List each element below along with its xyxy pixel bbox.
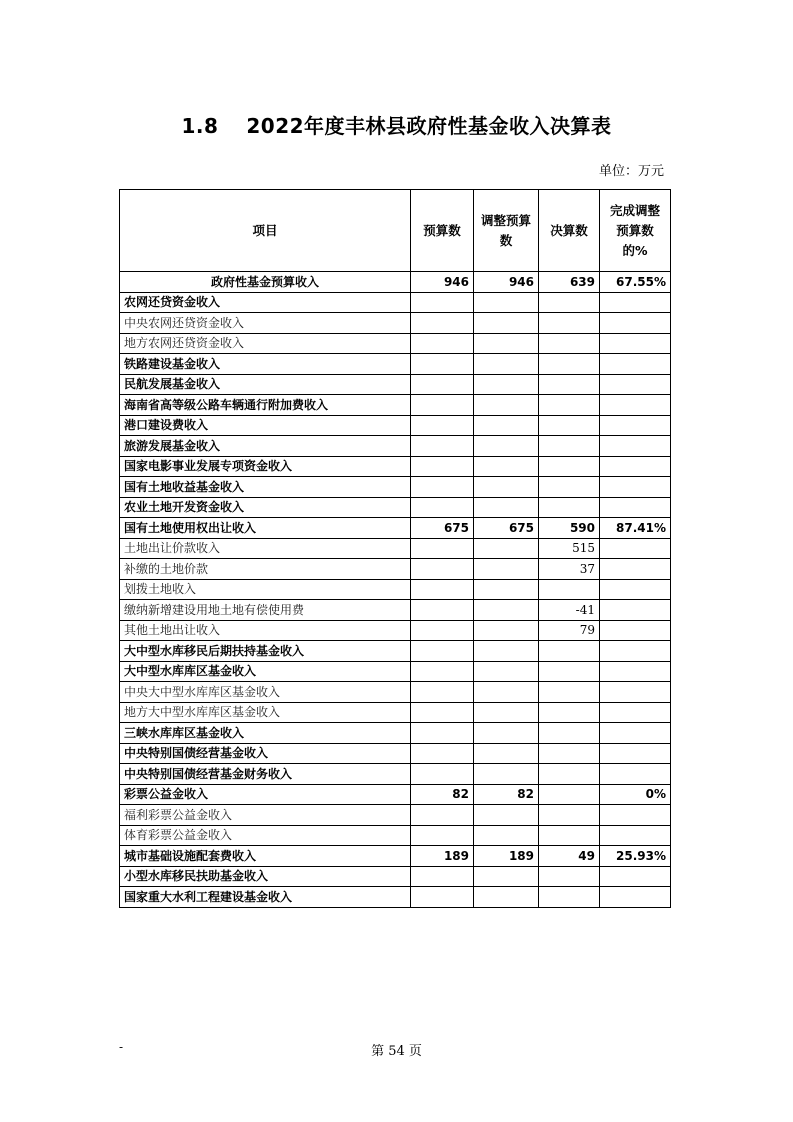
cell-final-account bbox=[539, 374, 600, 395]
table-row bbox=[120, 764, 671, 785]
row-item-name: 大中型水库库区基金收入 bbox=[120, 661, 411, 682]
cell-adjusted-budget bbox=[474, 702, 539, 723]
cell-final-account: 37 bbox=[539, 559, 600, 580]
row-item-name: 福利彩票公益金收入 bbox=[120, 805, 411, 826]
cell-budget bbox=[411, 354, 474, 375]
row-item-name: 城市基础设施配套费收入 bbox=[120, 846, 411, 867]
cell-completion-rate bbox=[600, 579, 671, 600]
cell-final-account bbox=[539, 682, 600, 703]
cell-adjusted-budget bbox=[474, 866, 539, 887]
cell-budget bbox=[411, 436, 474, 457]
cell-adjusted-budget bbox=[474, 805, 539, 826]
cell-final-account bbox=[539, 579, 600, 600]
cell-completion-rate bbox=[600, 497, 671, 518]
table-row bbox=[120, 477, 671, 498]
cell-budget bbox=[411, 866, 474, 887]
cell-budget bbox=[411, 333, 474, 354]
cell-budget bbox=[411, 313, 474, 334]
row-item-name: 体育彩票公益金收入 bbox=[120, 825, 411, 846]
cell-completion-rate bbox=[600, 620, 671, 641]
cell-completion-rate bbox=[600, 333, 671, 354]
cell-budget bbox=[411, 723, 474, 744]
table-row bbox=[120, 415, 671, 436]
header-final-account: 决算数 bbox=[539, 190, 600, 272]
cell-adjusted-budget: 82 bbox=[474, 784, 539, 805]
fund-revenue-table bbox=[119, 189, 671, 908]
cell-adjusted-budget bbox=[474, 538, 539, 559]
table-row bbox=[120, 805, 671, 826]
row-item-name: 农网还贷资金收入 bbox=[120, 292, 411, 313]
table-row bbox=[120, 784, 671, 805]
row-item-name: 其他土地出让收入 bbox=[120, 620, 411, 641]
row-item-name: 缴纳新增建设用地土地有偿使用费 bbox=[120, 600, 411, 621]
cell-completion-rate: 25.93% bbox=[600, 846, 671, 867]
cell-final-account: 49 bbox=[539, 846, 600, 867]
cell-adjusted-budget bbox=[474, 415, 539, 436]
table-row bbox=[120, 600, 671, 621]
table-row bbox=[120, 620, 671, 641]
cell-budget bbox=[411, 415, 474, 436]
table-row bbox=[120, 272, 671, 293]
page-title bbox=[0, 110, 793, 139]
cell-adjusted-budget bbox=[474, 374, 539, 395]
table-row bbox=[120, 846, 671, 867]
cell-completion-rate bbox=[600, 354, 671, 375]
cell-final-account bbox=[539, 743, 600, 764]
table-row bbox=[120, 866, 671, 887]
cell-completion-rate bbox=[600, 538, 671, 559]
cell-adjusted-budget bbox=[474, 436, 539, 457]
cell-completion-rate bbox=[600, 395, 671, 416]
cell-adjusted-budget bbox=[474, 477, 539, 498]
footer-dash: - bbox=[119, 1040, 124, 1054]
header-item: 项目 bbox=[120, 190, 411, 272]
cell-budget bbox=[411, 477, 474, 498]
cell-final-account bbox=[539, 702, 600, 723]
table-row bbox=[120, 579, 671, 600]
cell-final-account bbox=[539, 477, 600, 498]
cell-budget bbox=[411, 579, 474, 600]
cell-final-account bbox=[539, 641, 600, 662]
row-item-name: 彩票公益金收入 bbox=[120, 784, 411, 805]
row-item-name: 三峡水库库区基金收入 bbox=[120, 723, 411, 744]
cell-final-account bbox=[539, 395, 600, 416]
table-row bbox=[120, 538, 671, 559]
cell-final-account: -41 bbox=[539, 600, 600, 621]
cell-final-account bbox=[539, 292, 600, 313]
cell-final-account bbox=[539, 723, 600, 744]
cell-adjusted-budget bbox=[474, 723, 539, 744]
cell-adjusted-budget bbox=[474, 887, 539, 908]
row-item-name: 中央特别国债经营基金财务收入 bbox=[120, 764, 411, 785]
cell-budget bbox=[411, 661, 474, 682]
cell-budget bbox=[411, 620, 474, 641]
cell-completion-rate bbox=[600, 415, 671, 436]
cell-final-account bbox=[539, 354, 600, 375]
cell-completion-rate: 87.41% bbox=[600, 518, 671, 539]
header-completion-rate: 完成调整预算数的% bbox=[600, 190, 671, 272]
cell-adjusted-budget bbox=[474, 825, 539, 846]
cell-adjusted-budget bbox=[474, 682, 539, 703]
row-item-name: 中央农网还贷资金收入 bbox=[120, 313, 411, 334]
table-row bbox=[120, 518, 671, 539]
cell-adjusted-budget bbox=[474, 559, 539, 580]
cell-final-account bbox=[539, 887, 600, 908]
cell-adjusted-budget bbox=[474, 600, 539, 621]
row-item-name: 海南省高等级公路车辆通行附加费收入 bbox=[120, 395, 411, 416]
table-row bbox=[120, 661, 671, 682]
cell-adjusted-budget bbox=[474, 661, 539, 682]
row-item-name: 土地出让价款收入 bbox=[120, 538, 411, 559]
page-number: 第 54 页 bbox=[371, 1044, 422, 1059]
cell-completion-rate: 0% bbox=[600, 784, 671, 805]
cell-completion-rate bbox=[600, 313, 671, 334]
title-text: 2022年度丰林县政府性基金收入决算表 bbox=[246, 114, 612, 138]
cell-budget bbox=[411, 395, 474, 416]
cell-completion-rate bbox=[600, 477, 671, 498]
table-row bbox=[120, 497, 671, 518]
table-row bbox=[120, 702, 671, 723]
cell-adjusted-budget bbox=[474, 456, 539, 477]
cell-completion-rate bbox=[600, 661, 671, 682]
cell-budget: 189 bbox=[411, 846, 474, 867]
cell-completion-rate bbox=[600, 600, 671, 621]
cell-final-account: 79 bbox=[539, 620, 600, 641]
header-budget: 预算数 bbox=[411, 190, 474, 272]
cell-completion-rate bbox=[600, 559, 671, 580]
row-item-name: 大中型水库移民后期扶持基金收入 bbox=[120, 641, 411, 662]
cell-adjusted-budget bbox=[474, 395, 539, 416]
row-item-name: 国家重大水利工程建设基金收入 bbox=[120, 887, 411, 908]
row-item-name: 中央特别国债经营基金收入 bbox=[120, 743, 411, 764]
cell-completion-rate bbox=[600, 682, 671, 703]
table-row bbox=[120, 374, 671, 395]
cell-final-account: 515 bbox=[539, 538, 600, 559]
cell-adjusted-budget bbox=[474, 620, 539, 641]
cell-budget bbox=[411, 538, 474, 559]
cell-adjusted-budget bbox=[474, 333, 539, 354]
cell-adjusted-budget: 946 bbox=[474, 272, 539, 293]
cell-adjusted-budget bbox=[474, 743, 539, 764]
cell-budget bbox=[411, 825, 474, 846]
row-item-name: 小型水库移民扶助基金收入 bbox=[120, 866, 411, 887]
table-row bbox=[120, 292, 671, 313]
table-header-row bbox=[120, 190, 671, 272]
cell-final-account bbox=[539, 805, 600, 826]
cell-final-account: 639 bbox=[539, 272, 600, 293]
cell-budget bbox=[411, 641, 474, 662]
cell-final-account bbox=[539, 333, 600, 354]
cell-completion-rate bbox=[600, 456, 671, 477]
cell-adjusted-budget bbox=[474, 313, 539, 334]
table-row bbox=[120, 641, 671, 662]
table-row bbox=[120, 456, 671, 477]
cell-completion-rate bbox=[600, 825, 671, 846]
cell-final-account bbox=[539, 415, 600, 436]
cell-adjusted-budget bbox=[474, 292, 539, 313]
cell-adjusted-budget bbox=[474, 764, 539, 785]
cell-budget bbox=[411, 292, 474, 313]
cell-completion-rate bbox=[600, 702, 671, 723]
row-item-name: 国有土地使用权出让收入 bbox=[120, 518, 411, 539]
row-item-name: 民航发展基金收入 bbox=[120, 374, 411, 395]
table-row bbox=[120, 333, 671, 354]
cell-adjusted-budget: 189 bbox=[474, 846, 539, 867]
cell-budget bbox=[411, 805, 474, 826]
cell-budget bbox=[411, 887, 474, 908]
cell-final-account bbox=[539, 436, 600, 457]
cell-final-account: 590 bbox=[539, 518, 600, 539]
cell-completion-rate bbox=[600, 723, 671, 744]
cell-budget bbox=[411, 682, 474, 703]
table-row bbox=[120, 723, 671, 744]
cell-completion-rate bbox=[600, 764, 671, 785]
cell-completion-rate bbox=[600, 743, 671, 764]
cell-final-account bbox=[539, 825, 600, 846]
table-row bbox=[120, 743, 671, 764]
cell-final-account bbox=[539, 456, 600, 477]
row-item-name: 铁路建设基金收入 bbox=[120, 354, 411, 375]
cell-budget bbox=[411, 374, 474, 395]
title-number: 1.8 bbox=[181, 114, 219, 138]
cell-completion-rate bbox=[600, 805, 671, 826]
table-row bbox=[120, 559, 671, 580]
table-row bbox=[120, 436, 671, 457]
cell-budget bbox=[411, 497, 474, 518]
row-item-name: 政府性基金预算收入 bbox=[120, 272, 411, 293]
table-row bbox=[120, 313, 671, 334]
row-item-name: 国有土地收益基金收入 bbox=[120, 477, 411, 498]
cell-adjusted-budget bbox=[474, 497, 539, 518]
cell-budget bbox=[411, 764, 474, 785]
row-item-name: 补缴的土地价款 bbox=[120, 559, 411, 580]
table-body bbox=[120, 272, 671, 908]
cell-final-account bbox=[539, 784, 600, 805]
cell-completion-rate bbox=[600, 292, 671, 313]
row-item-name: 国家电影事业发展专项资金收入 bbox=[120, 456, 411, 477]
cell-completion-rate bbox=[600, 887, 671, 908]
cell-completion-rate bbox=[600, 641, 671, 662]
cell-budget: 675 bbox=[411, 518, 474, 539]
cell-final-account bbox=[539, 661, 600, 682]
cell-adjusted-budget: 675 bbox=[474, 518, 539, 539]
row-item-name: 地方农网还贷资金收入 bbox=[120, 333, 411, 354]
table-row bbox=[120, 887, 671, 908]
table-row bbox=[120, 354, 671, 375]
cell-budget bbox=[411, 702, 474, 723]
cell-completion-rate bbox=[600, 866, 671, 887]
row-item-name: 地方大中型水库库区基金收入 bbox=[120, 702, 411, 723]
cell-final-account bbox=[539, 764, 600, 785]
cell-budget bbox=[411, 559, 474, 580]
row-item-name: 港口建设费收入 bbox=[120, 415, 411, 436]
header-adjusted-budget: 调整预算数 bbox=[474, 190, 539, 272]
cell-budget: 82 bbox=[411, 784, 474, 805]
cell-completion-rate bbox=[600, 374, 671, 395]
row-item-name: 中央大中型水库库区基金收入 bbox=[120, 682, 411, 703]
row-item-name: 农业土地开发资金收入 bbox=[120, 497, 411, 518]
cell-budget: 946 bbox=[411, 272, 474, 293]
cell-budget bbox=[411, 743, 474, 764]
table-row bbox=[120, 682, 671, 703]
table-row bbox=[120, 825, 671, 846]
unit-label: 单位：万元 bbox=[598, 164, 664, 179]
cell-adjusted-budget bbox=[474, 579, 539, 600]
table-row bbox=[120, 395, 671, 416]
cell-final-account bbox=[539, 866, 600, 887]
cell-adjusted-budget bbox=[474, 641, 539, 662]
cell-adjusted-budget bbox=[474, 354, 539, 375]
cell-budget bbox=[411, 600, 474, 621]
cell-final-account bbox=[539, 313, 600, 334]
cell-completion-rate bbox=[600, 436, 671, 457]
cell-final-account bbox=[539, 497, 600, 518]
row-item-name: 划拨土地收入 bbox=[120, 579, 411, 600]
cell-budget bbox=[411, 456, 474, 477]
row-item-name: 旅游发展基金收入 bbox=[120, 436, 411, 457]
cell-completion-rate: 67.55% bbox=[600, 272, 671, 293]
